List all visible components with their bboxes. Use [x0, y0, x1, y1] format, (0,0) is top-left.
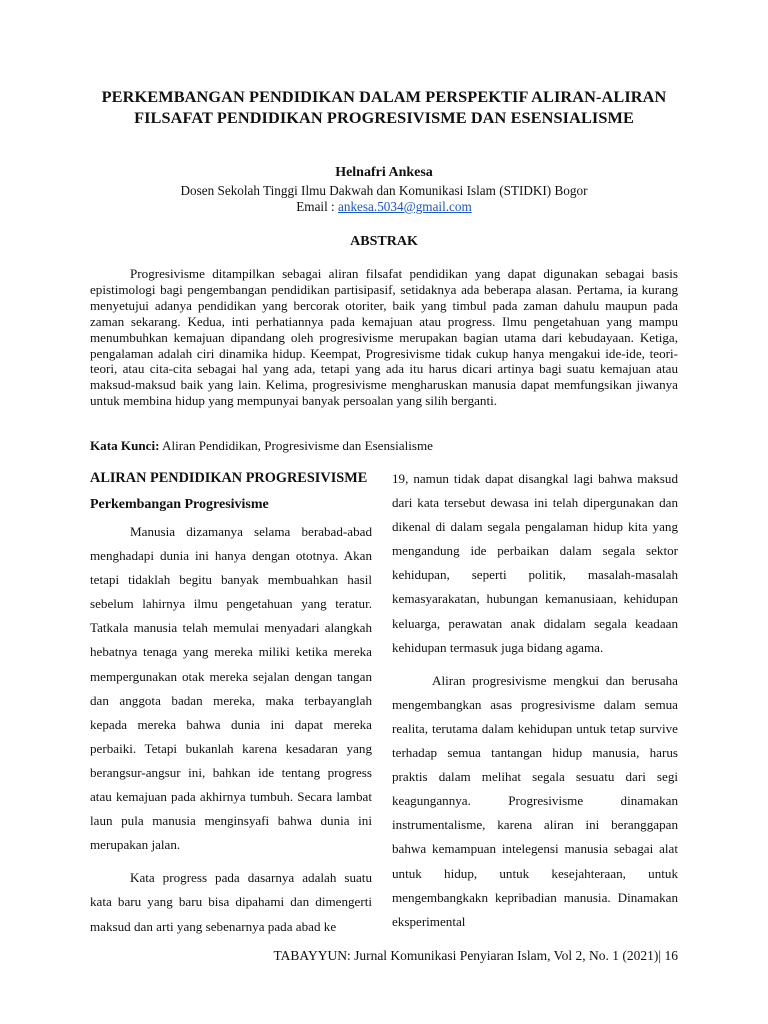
- author-affiliation: Dosen Sekolah Tinggi Ilmu Dakwah dan Komunikasi Islam (STIDKI) Bogor: [180, 183, 588, 198]
- right-paragraph-2: Aliran progresivisme mengkui dan berusaha mengembangkan asas progresivisme dalam semua realita, terutama dalam kehidupan untuk tetap survive terhadap semua tantangan hidup manusia, harus praktis dalam melihat segala sesuatu dari segi keagungannya. Progresivisme dinamakan instrumentalisme, karena aliran ini beranggapan bahwa kemampuan intelegensi manusia sebagai alat untuk hidup, untuk kesejahteraan, untuk mengembangkakn kepribadian manusia. Dinamakan eksperimental: [392, 672, 678, 929]
- author-email-line: [0, 199, 768, 215]
- right-paragraph-1: 19, namun tidak dapat disangkal lagi bahwa maksud dari kata tersebut dewasa ini telah dipergunakan dan dikenal di dalam segala pengalaman hidup kita yang mengandung ide perbaikan dalam segala sektor kehidupan, seperti politik, masalah-masalah kemasyarakatan, hubungan kemanusiaan, kehidupan keluarga, perawatan anak didalam segala keadaan kehidupan termasuk juga bidang agama.: [392, 471, 678, 655]
- page-footer: TABAYYUN: Jurnal Komunikasi Penyiaran Islam, Vol 2, No. 1 (2021)| 16: [273, 948, 678, 963]
- keywords: [90, 438, 690, 454]
- section-heading: ALIRAN PENDIDIKAN PROGRESIVISME: [90, 470, 368, 486]
- keywords-value: Aliran Pendidikan, Progresivisme dan Esensialisme: [159, 438, 433, 453]
- subsection-heading: Perkembangan Progresivisme: [90, 497, 269, 512]
- left-paragraph-1: Manusia dizamanya selama berabad-abad menghadapi dunia ini hanya dengan ototnya. Akan tetapi tidaklah begitu banyak membuahkan hasil sebelum lahirnya ilmu pengetahuan yang teratur. Tatkala manusia telah memulai menyadari alangkah hebatnya tenaga yang mereka miliki ketika mereka mempergunakan otak mereka sejalan dengan tangan dan anggota badan mereka, maka terbayanglah kepada mereka bahwa dunia ini dapat mereka perbaiki. Tetapi bukanlah karena kesadaran yang berangsur-angsur ini, bahkan ide tentang progress atau kemajuan pada akhirnya tumbuh. Secara lambat laun pula manusia menginsyafi bahwa dunia ini merupakan jalan.: [90, 524, 372, 853]
- left-column: [90, 466, 372, 939]
- author-name: Helnafri Ankesa: [335, 165, 433, 180]
- keywords-label: Kata Kunci:: [90, 438, 160, 453]
- abstract-text: Progresivisme ditampilkan sebagai aliran filsafat pendidikan yang dapat digunakan sebagai basis epistimologi bagi pengembangan pendidikan partisipasif, setidaknya ada beberapa alasan. Pertama, ia kurang menyetujui adanya pendidikan yang bercorak otoriter, baik yang timbul pada zaman dahulu maupun pada zaman sekarang. Kedua, inti perhatiannya pada kemajuan atau progress. Ilmu pengetahuan yang mampu menumbuhkan kemajuan dipandang oleh progresivisme merupakan bagian utama dari kebudayaan. Ketiga, pengalaman adalah ciri dinamika hidup. Keempat, Progresivisme tidak cukup hanya mengakui ide-ide, teori-teori, atau cita-cita sebagai hal yang ada, tetapi yang ada itu harus dicari artinya bagi suatu kemajuan atau maksud-maksud baik yang lain. Kelima, progresivisme mengharuskan manusia dapat memfungsikan jiwanya untuk membina hidup yang mempunyai banyak persoalan yang silih berganti.: [90, 266, 678, 409]
- email-link[interactable]: ankesa.5034@gmail.com: [338, 199, 472, 214]
- email-label: Email :: [296, 199, 339, 214]
- left-paragraph-2: Kata progress pada dasarnya adalah suatu kata baru yang baru bisa dipahami dan dimengerti maksud dan arti yang sebenarnya pada abad ke: [90, 870, 372, 934]
- abstract-heading: ABSTRAK: [350, 234, 418, 249]
- paper-title: PERKEMBANGAN PENDIDIKAN DALAM PERSPEKTIF ALIRAN-ALIRAN FILSAFAT PENDIDIKAN PROGRESIVISME DAN ESENSIALISME: [101, 87, 667, 127]
- right-column: [392, 467, 678, 934]
